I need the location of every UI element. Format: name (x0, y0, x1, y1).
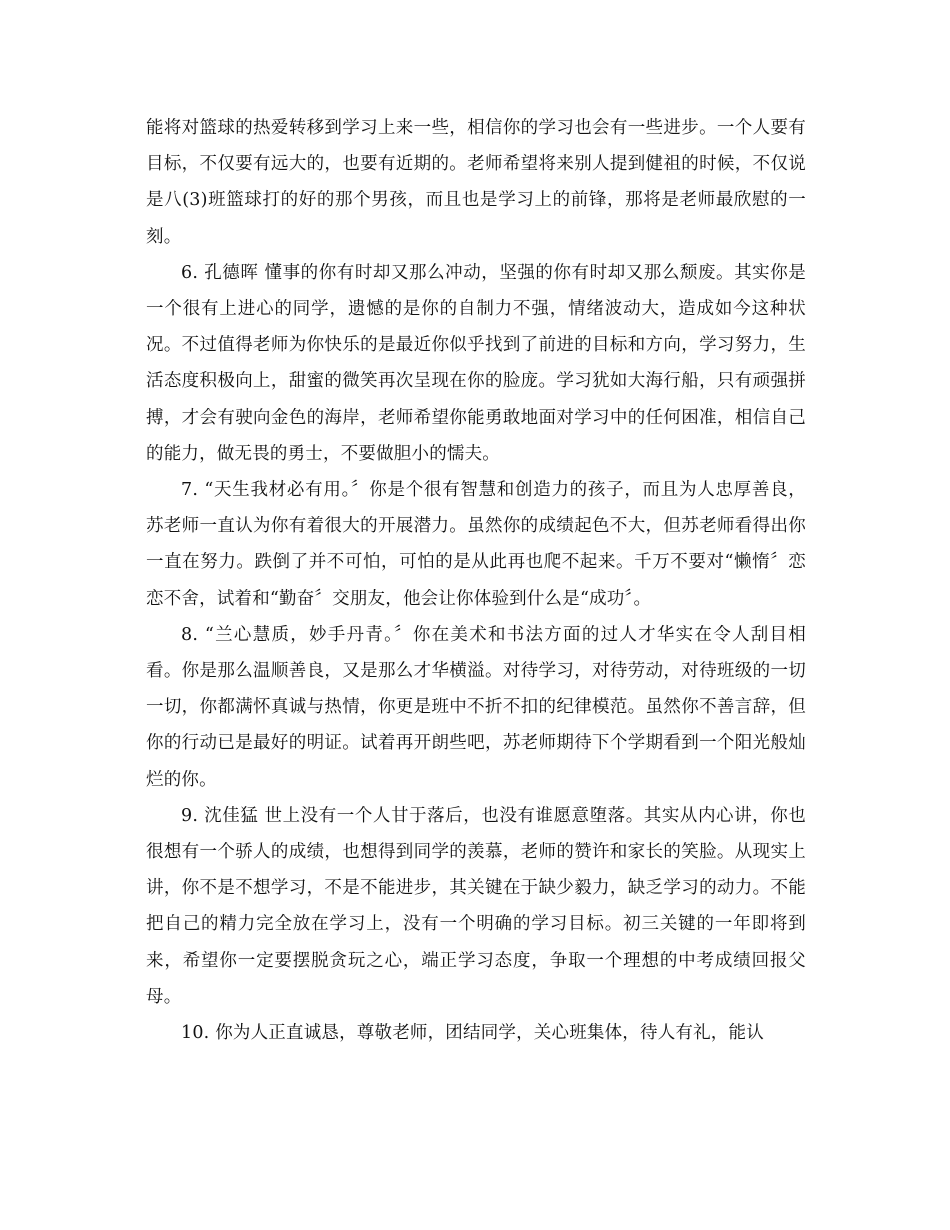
paragraph-6: 6. 孔德晖 懂事的你有时却又那么冲动，坚强的你有时却又那么颓废。其实你是一个很有上进心的同学，遗憾的是你的自制力不强，情绪波动大，造成如今这种状况。不过值得老师为你快乐的是最近你似乎找到了前进的目标和方向，学习努力，生活态度积极向上，甜蜜的微笑再次呈现在你的脸庞。学习犹如大海行船，只有顽强拼搏，才会有驶向金色的海岸，老师希望你能勇敢地面对学习中的任何困准，相信自己的能力，做无畏的勇士，不要做胆小的懦夫。 (146, 262, 806, 464)
paragraph-9: 9. 沈佳猛 世上没有一个人甘于落后，也没有谁愿意堕落。其实从内心讲，你也很想有一个骄人的成绩，也想得到同学的羡慕，老师的赞许和家长的笑脸。从现实上讲，你不是不想学习，不是不能进步，其关键在于缺少毅力，缺乏学习的动力。不能把自己的精力完全放在学习上，没有一个明确的学习目标。初三关键的一年即将到来，希望你一定要摆脱贪玩之心，端正学习态度，争取一个理想的中考成绩回报父母。 (146, 805, 806, 1007)
paragraph-continuation: 能将对篮球的热爱转移到学习上来一些，相信你的学习也会有一些进步。一个人要有目标，不仅要有远大的，也要有近期的。老师希望将来别人提到健祖的时候，不仅说是八(3)班篮球打的好的那个男孩，而且也是学习上的前锋，那将是老师最欣慰的一刻。 (146, 118, 806, 247)
paragraph-8: 8. “兰心慧质，妙手丹青。〞你在美术和书法方面的过人才华实在令人刮目相看。你是那么温顺善良，又是那么才华横溢。对待学习，对待劳动，对待班级的一切一切，你都满怀真诚与热情，你更是班中不折不扣的纪律模范。虽然你不善言辞，但你的行动已是最好的明证。试着再开朗些吧，苏老师期待下个学期看到一个阳光般灿烂的你。 (146, 624, 806, 790)
document-body (146, 110, 806, 1051)
paragraph-10: 10. 你为人正直诚恳，尊敬老师，团结同学，关心班集体，待人有礼，能认 (181, 1023, 764, 1044)
paragraph-7: 7. “天生我材必有用。〞你是个很有智慧和创造力的孩子，而且为人忠厚善良，苏老师一直认为你有着很大的开展潜力。虽然你的成绩起色不大，但苏老师看得出你一直在努力。跌倒了并不可怕，可怕的是从此再也爬不起来。千万不要对“懒惰〞恋恋不舍，试着和“勤奋〞交朋友，他会让你体验到什么是“成功〞。 (146, 480, 806, 609)
